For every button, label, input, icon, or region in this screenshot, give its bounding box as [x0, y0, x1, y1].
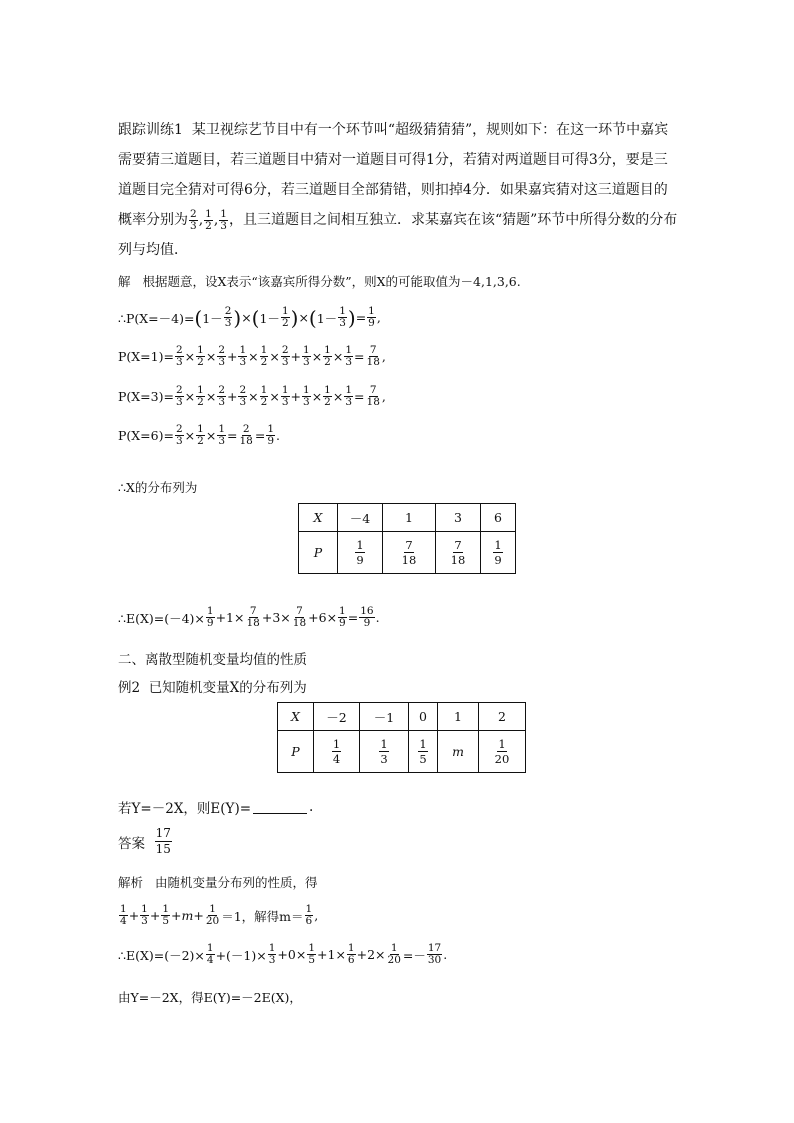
table-row: X －2 －1 0 1 2	[278, 703, 526, 731]
exercise-paragraph	[118, 115, 678, 265]
example-label: 例2	[118, 680, 141, 696]
answer-label: 答案	[118, 835, 145, 852]
answer-blank	[253, 801, 307, 814]
solution-label: 解	[118, 274, 131, 289]
fraction: $\frac{1}{3}$	[220, 207, 227, 232]
fraction: $\frac{2}{3}$	[190, 207, 197, 232]
exercise-label: 跟踪训练1	[118, 122, 183, 138]
exercise-line-5: 列与均值．	[118, 242, 188, 258]
expectation-x-equation: ∴E(X)=(－2)× $\frac{1}{4}$ +(－1)× $\frac{1}{3}$ +0× $\frac{1}{5}$ +1× $\frac{1}{6}$ +2× $\frac{1}{20}$ =－ $\frac{17}{30}$ .	[118, 942, 448, 966]
answer-line	[118, 826, 173, 857]
answer-fraction: $\frac{17}{15}$	[155, 826, 171, 856]
final-line: 由Y=－2X，得E(Y)=－2E(X)，	[118, 990, 302, 1005]
table-row: X －4 1 3 6	[299, 504, 516, 532]
example-question: 若Y=－2X，则E(Y)= .	[118, 799, 314, 817]
sum-equation: $\frac{1}{4}$ + $\frac{1}{3}$ + $\frac{1}{5}$ + m + $\frac{1}{20}$ ＝1，解得m＝ $\frac{1}{6}$ ,	[120, 903, 319, 927]
fraction: $\frac{1}{2}$	[205, 207, 212, 232]
analysis-intro: 解析 由随机变量分布列的性质，得	[118, 875, 318, 890]
expectation-equation: ∴E(X)=(－4)× $\frac{1}{9}$ +1× $\frac{7}{18}$ +3× $\frac{7}{18}$ +6× $\frac{1}{9}$ = $\frac{16}{9}$ .	[118, 605, 380, 629]
distribution-table-2	[277, 702, 526, 773]
equation-p-1: P(X=1)= $\frac{2}{3}$ × $\frac{1}{2}$ × $\frac{2}{3}$ + $\frac{1}{3}$ × $\frac{1}{2}$ × $\frac{2}{3}$ + $\frac{1}{3}$ × $\frac{1}{2}$ × $\frac{1}{3}$ = $\frac{7}{18}$ ,	[118, 344, 386, 368]
equation-p-3: P(X=3)= $\frac{2}{3}$ × $\frac{1}{2}$ × $\frac{2}{3}$ + $\frac{2}{3}$ × $\frac{1}{2}$ × $\frac{1}{3}$ + $\frac{1}{3}$ × $\frac{1}{2}$ × $\frac{1}{3}$ = $\frac{7}{18}$ ,	[118, 384, 386, 408]
distribution-table-1	[298, 503, 516, 574]
exercise-line-4: 概率分别为 $\frac{2}{3}$ , $\frac{1}{2}$ , $\frac{1}{3}$ ，且三道题目之间相互独立．求某嘉宾在该“猜题”环节中所得分数的分布	[118, 207, 678, 232]
example-intro: 例2 已知随机变量X的分布列为	[118, 676, 307, 696]
exercise-line-2: 需要猜三道题目，若三道题目中猜对一道题目可得1分，若猜对两道题目可得3分，要是三	[118, 152, 668, 168]
analysis-label: 解析	[118, 875, 144, 890]
exercise-line-3: 道题目完全猜对可得6分，若三道题目全部猜错，则扣掉4分．如果嘉宾猜对这三道题目的	[118, 182, 668, 198]
table-row: P $\frac{1}{4}$ $\frac{1}{3}$ $\frac{1}{5}$ m $\frac{1}{20}$	[278, 731, 526, 773]
exercise-line-1: 跟踪训练1 某卫视综艺节目中有一个环节叫“超级猜猜猜”，规则如下：在这一环节中嘉宾	[118, 122, 669, 138]
section-title: 二、离散型随机变量均值的性质	[118, 652, 307, 668]
solution-intro: 解 根据题意，设X表示“该嘉宾所得分数”，则X的可能取值为－4,1,3,6.	[118, 274, 521, 289]
equation-p-neg4: ∴P(X=－4)= ( 1－ $\frac{2}{3}$ ) × ( 1－ $\frac{1}{2}$ ) × ( 1－ $\frac{1}{3}$ ) = $\frac{1}{9}$ ,	[118, 305, 381, 330]
equation-p-6: P(X=6)= $\frac{2}{3}$ × $\frac{1}{2}$ × $\frac{1}{3}$ = $\frac{2}{18}$ = $\frac{1}{9}$ .	[118, 423, 281, 447]
table-row: P $\frac{1}{9}$ $\frac{7}{18}$ $\frac{7}{18}$ $\frac{1}{9}$	[299, 532, 516, 574]
distribution-label: ∴X的分布列为	[118, 480, 198, 495]
